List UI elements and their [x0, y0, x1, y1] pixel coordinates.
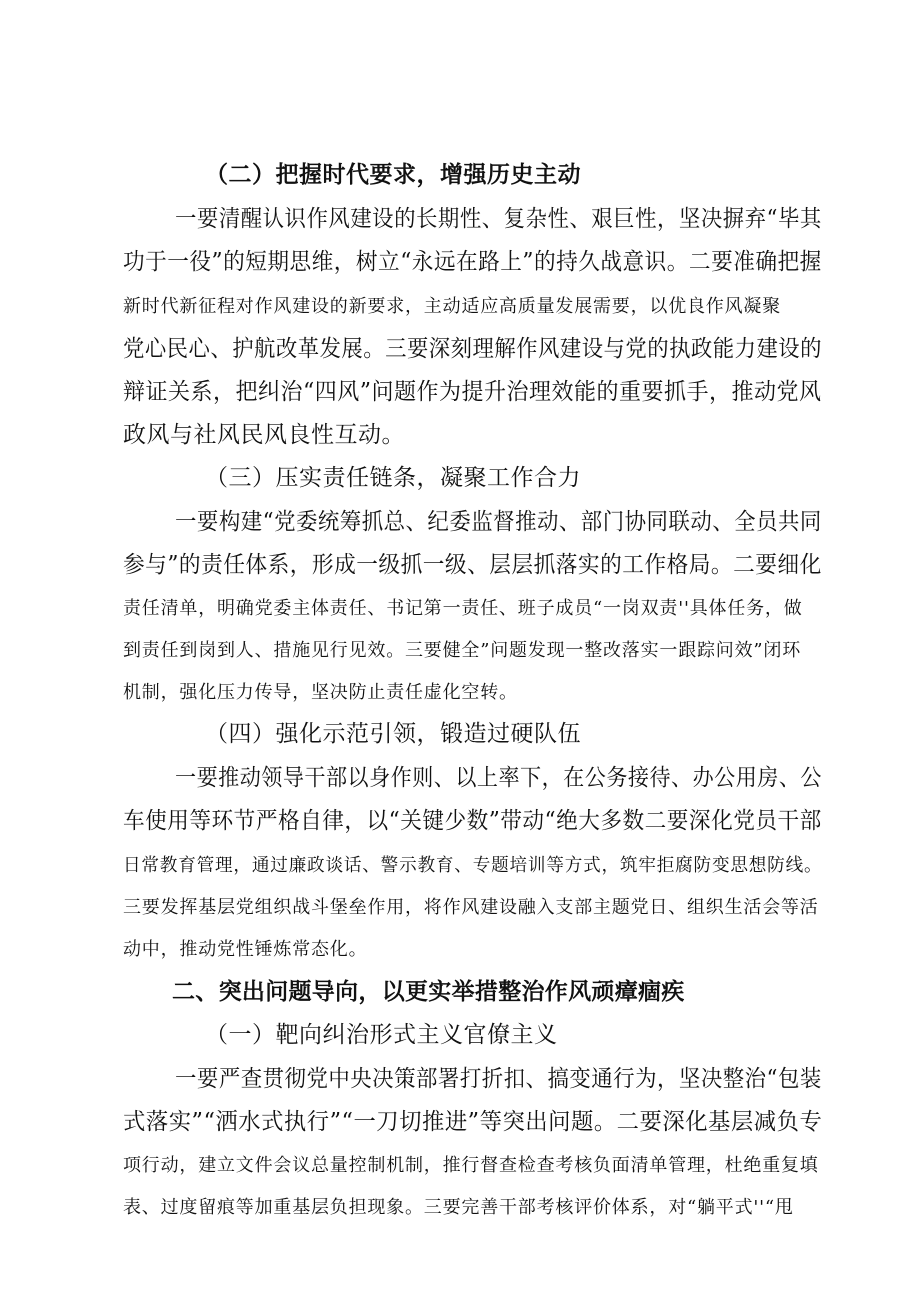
section-heading: （一）靶向纠治形式主义官僚主义 [205, 1022, 558, 1048]
paragraph-line: 党心民心、护航改革发展。三要深刻理解作风建设与党的执政能力建设的 [123, 336, 822, 362]
paragraph-line: 车使用等环节严格自律，以“关键少数”带动“绝大多数二要深化党员干部 [123, 808, 822, 834]
section-heading: （二）把握时代要求，增强历史主动 [205, 161, 581, 188]
part-title: 二、突出问题导向，以更实举措整治作风顽瘴痼疾 [172, 979, 685, 1005]
paragraph-line: 一要构建“党委统筹抓总、纪委监督推动、部门协同联动、全员共同 [175, 509, 822, 535]
paragraph-line: 一要清醒认识作风建设的长期性、复杂性、艰巨性，坚决摒弃“毕其 [175, 206, 822, 232]
paragraph-line: 参与”的责任体系，形成一级抓一级、层层抓落实的工作格局。二要细化 [123, 552, 822, 578]
paragraph-line: 式落实”“洒水式执行”“一刀切推进”等突出问题。二要深化基层减负专 [123, 1109, 823, 1135]
paragraph-line: 机制，强化压力传导，坚决防止责任虚化空转。 [123, 682, 518, 703]
paragraph-line: 动中，推动党性锤炼常态化。 [123, 939, 368, 960]
section-heading: （三）压实责任链条，凝聚工作合力 [205, 465, 581, 491]
paragraph-line: 政风与社风民风良性互动。 [123, 422, 405, 448]
paragraph-line: 表、过度留痕等加重基层负担现象。三要完善干部考核评价体系，对“躺平式''“甩 [123, 1197, 794, 1218]
paragraph-line: 三要发挥基层党组织战斗堡垒作用，将作风建设融入支部主题党日、组织生活会等活 [123, 897, 819, 918]
paragraph-line: 新时代新征程对作风建设的新要求，主动适应高质量发展需要，以优良作风凝聚 [123, 296, 781, 317]
paragraph-line: 到责任到岗到人、措施见行见效。三要健全”问题发现一整改落实一跟踪问效”闭环 [123, 640, 802, 661]
paragraph-line: 日常教育管理，通过廉政谈话、警示教育、专题培训等方式，筑牢拒腐防变思想防线。 [123, 855, 823, 876]
section-heading: （四）强化示范引领，锻造过硬队伍 [205, 721, 581, 747]
paragraph-line: 责任清单，明确党委主体责任、书记第一责任、班子成员“一岗双责''具体任务，做 [123, 598, 803, 619]
paragraph-line: 一要严查贯彻党中央决策部署打折扣、搞变通行为，坚决整治“包装 [175, 1066, 822, 1092]
paragraph-line: 一要推动领导干部以身作则、以上率下，在公务接待、办公用房、公 [175, 765, 822, 791]
paragraph-line: 功于一役”的短期思维，树立“永远在路上”的持久战意识。二要准确把握 [123, 249, 822, 275]
paragraph-line: 项行动，建立文件会议总量控制机制，推行督查检查考核负面清单管理，杜绝重复填 [123, 1155, 819, 1176]
paragraph-line: 辩证关系，把纠治“四风”问题作为提升治理效能的重要抓手，推动党风 [123, 379, 822, 405]
